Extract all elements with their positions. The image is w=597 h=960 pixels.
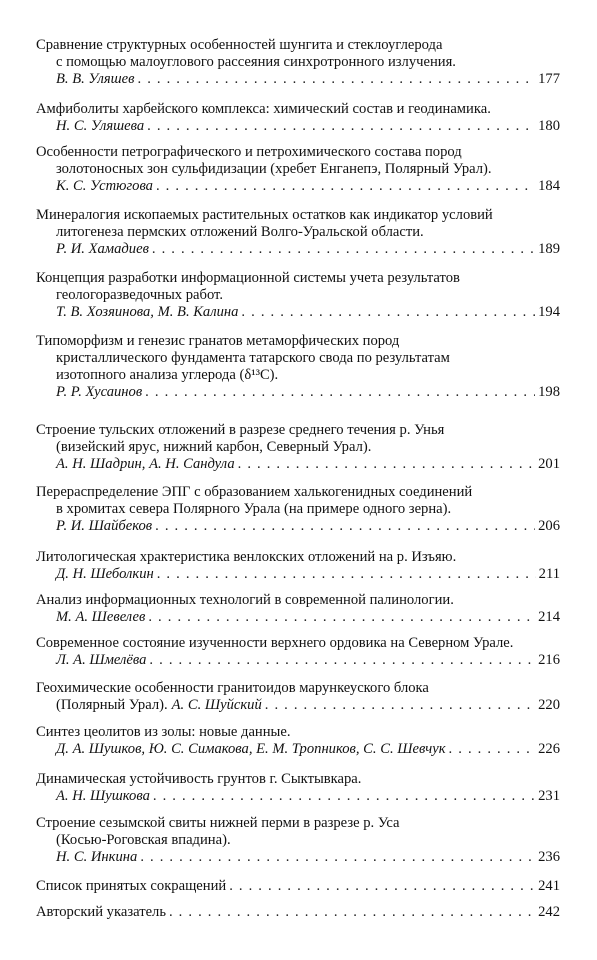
entry-author-line [36, 566, 560, 583]
entry-author-line [36, 518, 560, 535]
entry-title-line: Синтез цеолитов из золы: новые данные. [36, 724, 291, 740]
entry-author: Л. А. Шмелёва [56, 652, 147, 668]
page-number: 214 [538, 609, 560, 625]
entry-author-line [36, 384, 560, 401]
dot-leader [149, 652, 535, 669]
entry-title-line: геологоразведочных работ. [56, 287, 223, 303]
page-number: 211 [538, 566, 560, 582]
entry-title-line: кристаллического фундамента татарского свода по результатам [56, 350, 450, 366]
entry-author: Н. С. Инкина [56, 849, 138, 865]
entry-title-line: (визейский ярус, нижний карбон, Северный Урал). [56, 439, 372, 455]
page-number: 242 [538, 904, 560, 920]
entry-title: Список принятых сокращений [36, 878, 227, 894]
page-number: 206 [538, 518, 560, 534]
entry-title-line: Динамическая устойчивость грунтов г. Сыктывкара. [36, 771, 362, 787]
entry-author: Т. В. Хозяинова, М. В. Калина [56, 304, 239, 320]
toc-entry[interactable] [36, 101, 560, 135]
entry-author-line [36, 697, 560, 714]
entry-author-line [36, 71, 560, 88]
page-number: 198 [538, 384, 560, 400]
toc-entry[interactable] [36, 680, 560, 714]
dot-leader [229, 878, 535, 895]
dot-leader [156, 178, 535, 195]
entry-author: Д. Н. Шеболкин [56, 566, 154, 582]
entry-title-line: Современное состояние изученности верхнего ордовика на Северном Урале. [36, 635, 514, 651]
dot-leader [449, 741, 536, 758]
page-number: 194 [538, 304, 560, 320]
toc-entry[interactable] [36, 592, 560, 626]
page-number: 177 [538, 71, 560, 87]
entry-author-line [36, 788, 560, 805]
dot-leader [140, 849, 535, 866]
entry-title-line [36, 904, 560, 921]
page-number: 231 [538, 788, 560, 804]
entry-author: В. В. Уляшев [56, 71, 135, 87]
page-number: 241 [538, 878, 560, 894]
page-number: 220 [538, 697, 560, 713]
entry-title-tail [36, 697, 265, 714]
toc-entry[interactable] [36, 904, 560, 921]
page-number: 201 [538, 456, 560, 472]
dot-leader [153, 788, 535, 805]
toc-entry[interactable] [36, 333, 560, 401]
toc-entry[interactable] [36, 422, 560, 473]
entry-title-line: Строение тульских отложений в разрезе среднего течения р. Унья [36, 422, 445, 438]
dot-leader [265, 697, 535, 714]
toc-entry[interactable] [36, 815, 560, 866]
dot-leader [169, 904, 535, 921]
entry-title-line: Особенности петрографического и петрохимического состава пород [36, 144, 462, 160]
dot-leader [138, 71, 536, 88]
entry-author: А. Н. Шушкова [56, 788, 150, 804]
dot-leader [238, 456, 535, 473]
entry-title-line: в хромитах севера Полярного Урала (на примере одного зерна). [56, 501, 452, 517]
page-number: 189 [538, 241, 560, 257]
entry-title-line: Амфиболиты харбейского комплекса: химический состав и геодинамика. [36, 101, 491, 117]
page-number: 226 [538, 741, 560, 757]
entry-title-line: Сравнение структурных особенностей шунгита и стеклоуглерода [36, 37, 443, 53]
entry-author-line [36, 241, 560, 258]
dot-leader [145, 384, 535, 401]
entry-author-line [36, 178, 560, 195]
entry-title-line: Минералогия ископаемых растительных остатков как индикатор условий [36, 207, 493, 223]
entry-title-line: Геохимические особенности гранитоидов марункеуского блока [36, 680, 429, 696]
page-number: 216 [538, 652, 560, 668]
entry-title-line: литогенеза пермских отложений Волго-Уральской области. [56, 224, 424, 240]
entry-author: Р. Р. Хусаинов [56, 384, 143, 400]
entry-title-line [36, 878, 560, 895]
entry-author-line [36, 652, 560, 669]
entry-author-line [36, 849, 560, 866]
dot-leader [241, 304, 535, 321]
entry-author: Н. С. Уляшева [56, 118, 145, 134]
toc-entry[interactable] [36, 549, 560, 583]
entry-title-line: Анализ информационных технологий в современной палинологии. [36, 592, 454, 608]
entry-author: Р. И. Хамадиев [56, 241, 149, 257]
entry-author-line [36, 118, 560, 135]
entry-title-line: Перераспределение ЭПГ с образованием халькогенидных соединений [36, 484, 473, 500]
toc-entry[interactable] [36, 771, 560, 805]
entry-title-line: изотопного анализа углерода (δ¹³С). [56, 367, 279, 383]
toc-entry[interactable] [36, 37, 560, 88]
dot-leader [155, 518, 535, 535]
entry-author: К. С. Устюгова [56, 178, 153, 194]
dot-leader [157, 566, 536, 583]
toc-entry[interactable] [36, 270, 560, 321]
entry-title-line: Строение сезымской свиты нижней перми в разрезе р. Уса [36, 815, 400, 831]
entry-title-line: Концепция разработки информационной системы учета результатов [36, 270, 460, 286]
entry-title: Авторский указатель [36, 904, 166, 920]
entry-author: А. Н. Шадрин, А. Н. Сандула [56, 456, 235, 472]
toc-entry[interactable] [36, 207, 560, 258]
dot-leader [148, 609, 535, 626]
entry-author-line [36, 304, 560, 321]
entry-author: М. А. Шевелев [56, 609, 146, 625]
page-number: 180 [538, 118, 560, 134]
entry-author: Р. И. Шайбеков [56, 518, 153, 534]
dot-leader [147, 118, 535, 135]
entry-title-line: (Полярный Урал). [56, 697, 168, 713]
toc-entry[interactable] [36, 724, 560, 758]
entry-title-line: золотоносных зон сульфидизации (хребет Енганепэ, Полярный Урал). [56, 161, 492, 177]
dot-leader [152, 241, 535, 258]
entry-author-line [36, 609, 560, 626]
page-number: 184 [538, 178, 560, 194]
toc-entry[interactable] [36, 878, 560, 895]
entry-author-line [36, 741, 560, 758]
entry-title-line: (Косью-Роговская впадина). [56, 832, 231, 848]
entry-title-line: Типоморфизм и генезис гранатов метаморфических пород [36, 333, 400, 349]
toc-entry[interactable] [36, 484, 560, 535]
entry-title-line: Литологическая храктеристика венлокских отложений на р. Изъяю. [36, 549, 457, 565]
toc-entry[interactable] [36, 144, 560, 195]
entry-author-line [36, 456, 560, 473]
page-number: 236 [538, 849, 560, 865]
entry-title-line: с помощью малоуглового рассеяния синхротронного излучения. [56, 54, 456, 70]
entry-author: Д. А. Шушков, Ю. С. Симакова, Е. М. Тропников, С. С. Шевчук [56, 741, 446, 757]
toc-entry[interactable] [36, 635, 560, 669]
entry-author: А. С. Шуйский [171, 697, 262, 713]
